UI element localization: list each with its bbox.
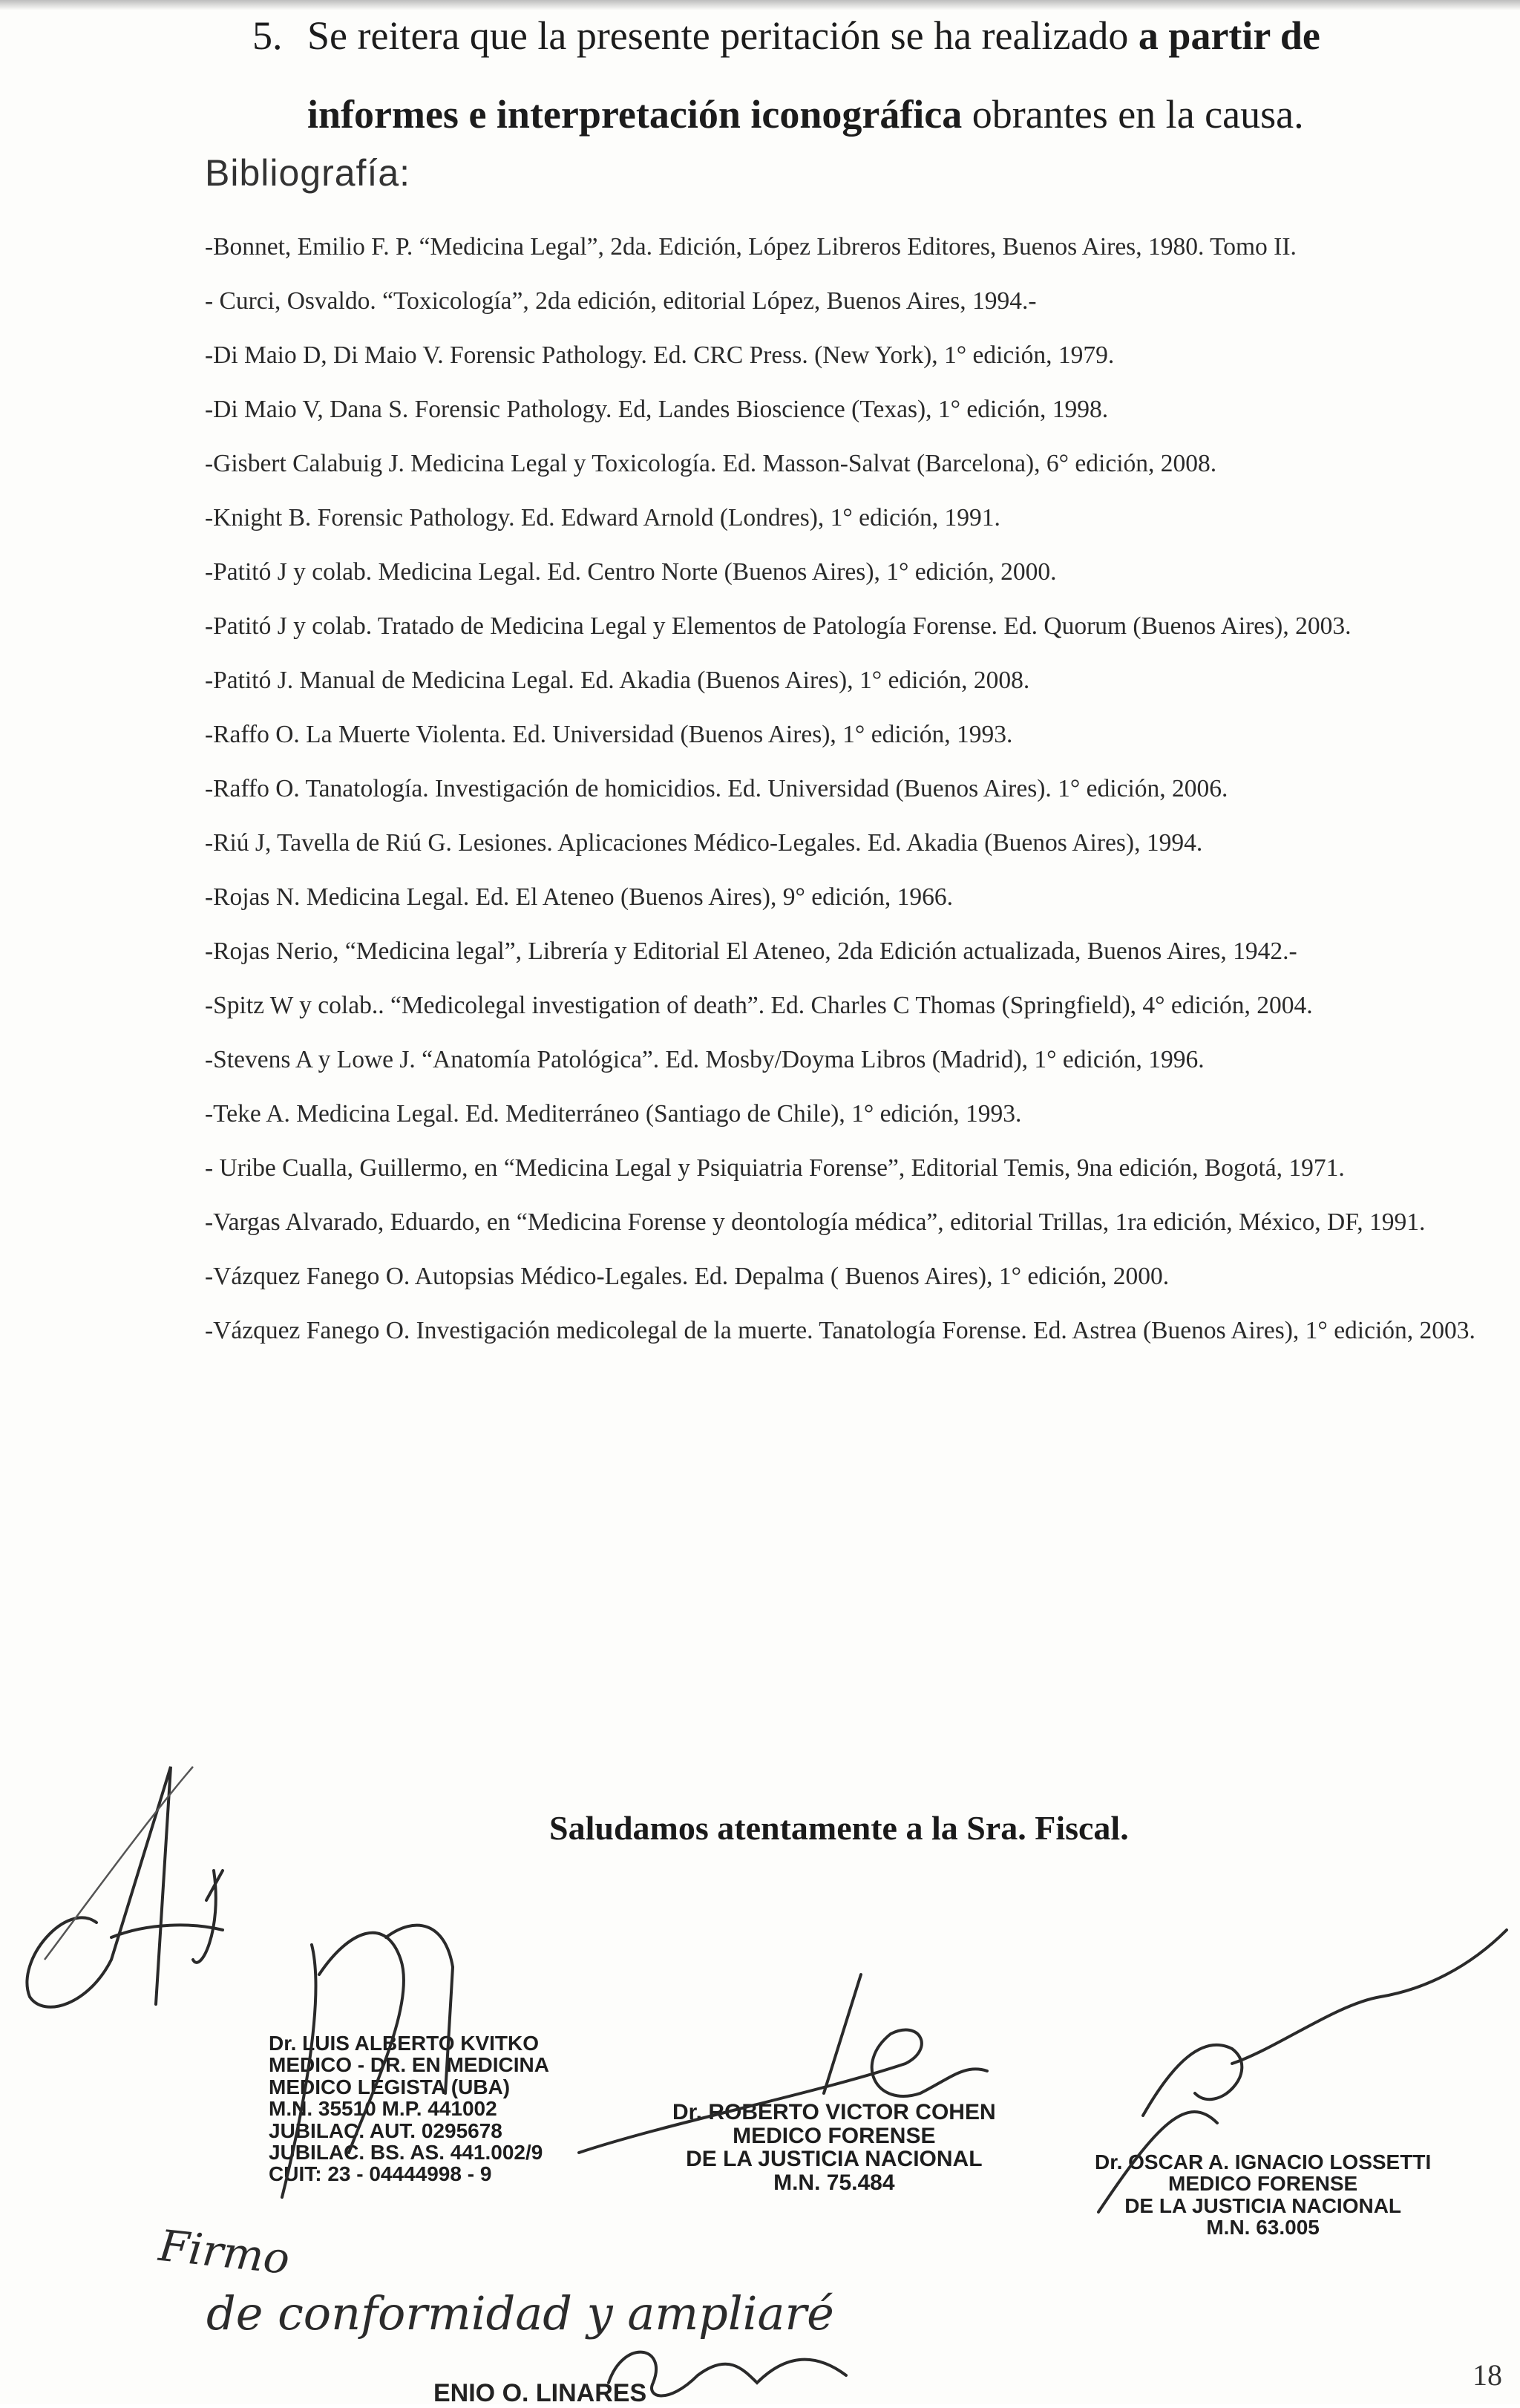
initials-signature: [27, 1767, 223, 2007]
reference-item: -Stevens A y Lowe J. “Anatomía Patológica”. Ed. Mosby/Doyma Libros (Madrid), 1° edición, 1996.: [205, 1046, 1205, 1073]
stamp-line: DE LA JUSTICIA NACIONAL: [1124, 2193, 1402, 2217]
stamp-line: CUIT: 23 - 04444998 - 9: [269, 2162, 492, 2186]
stamp-line: M.N. 35510 M.P. 441002: [269, 2097, 497, 2121]
bibliography-heading: Bibliografía:: [205, 152, 411, 194]
reference-item: -Knight B. Forensic Pathology. Ed. Edward Arnold (Londres), 1° edición, 1991.: [205, 504, 1000, 531]
stamp-line: JUBILAC. BS. AS. 441.002/9: [269, 2140, 543, 2164]
reference-item: -Vargas Alvarado, Eduardo, en “Medicina Forense y deontología médica”, editorial Trillas, 1ra edición, México, DF, 1991.: [205, 1208, 1426, 1236]
stamp-line: DE LA JUSTICIA NACIONAL: [686, 2147, 983, 2171]
item-5-line-1-bold: a partir de: [1138, 13, 1320, 58]
stamp-line: MEDICO FORENSE: [1168, 2172, 1358, 2196]
reference-item: -Raffo O. Tanatología. Investigación de homicidios. Ed. Universidad (Buenos Aires). 1° edición, 2006.: [205, 775, 1228, 802]
stamp-line: MEDICO - DR. EN MEDICINA: [269, 2053, 549, 2077]
reference-item: - Curci, Osvaldo. “Toxicología”, 2da edición, editorial López, Buenos Aires, 1994.-: [205, 287, 1037, 315]
item-5-line-2-text: obrantes en la causa.: [962, 92, 1304, 137]
stamp-line: MEDICO LEGISTA (UBA): [269, 2075, 511, 2098]
reference-item: -Teke A. Medicina Legal. Ed. Mediterráneo (Santiago de Chile), 1° edición, 1993.: [205, 1100, 1022, 1128]
reference-item: -Bonnet, Emilio F. P. “Medicina Legal”, 2da. Edición, López Libreros Editores, Buenos Aires, 1980. Tomo II.: [205, 233, 1297, 261]
reference-item: - Uribe Cualla, Guillermo, en “Medicina Legal y Psiquiatria Forense”, Editorial Temis, 9na edición, Bogotá, 1971.: [205, 1154, 1345, 1182]
reference-item: -Gisbert Calabuig J. Medicina Legal y Toxicología. Ed. Masson-Salvat (Barcelona), 6° edición, 2008.: [205, 450, 1217, 477]
stamp-line: JUBILAC. AUT. 0295678: [269, 2119, 502, 2142]
reference-item: -Raffo O. La Muerte Violenta. Ed. Universidad (Buenos Aires), 1° edición, 1993.: [205, 721, 1013, 748]
stamp-line: MEDICO FORENSE: [733, 2123, 936, 2148]
stamp-lossetti: [1095, 2151, 1431, 2239]
reference-item: -Patitó J y colab. Medicina Legal. Ed. Centro Norte (Buenos Aires), 1° edición, 2000.: [205, 558, 1057, 586]
item-5-line-1: [307, 9, 1320, 62]
item-5-line-1-text: Se reitera que la presente peritación se ha realizado: [307, 13, 1139, 58]
handwriting-conformidad: de conformidad y ampliaré: [206, 2286, 834, 2340]
item-number: 5.: [252, 13, 283, 58]
reference-item: -Di Maio V, Dana S. Forensic Pathology. Ed, Landes Bioscience (Texas), 1° edición, 1998.: [205, 396, 1109, 423]
reference-item: -Patitó J. Manual de Medicina Legal. Ed. Akadia (Buenos Aires), 1° edición, 2008.: [205, 667, 1030, 694]
reference-item: -Di Maio D, Di Maio V. Forensic Pathology. Ed. CRC Press. (New York), 1° edición, 1979.: [205, 341, 1115, 369]
reference-item: -Vázquez Fanego O. Investigación medicolegal de la muerte. Tanatología Forense. Ed. Astrea (Buenos Aires), 1° edición, 2003.: [205, 1317, 1475, 1344]
stamp-line: Dr. ROBERTO VICTOR COHEN: [672, 2100, 996, 2124]
footer-name: ENIO O. LINARES: [433, 2379, 647, 2407]
reference-item: -Vázquez Fanego O. Autopsias Médico-Legales. Ed. Depalma ( Buenos Aires), 1° edición, 2000.: [205, 1263, 1170, 1290]
stamp-line: M.N. 75.484: [773, 2170, 895, 2195]
stamp-cohen: [672, 2101, 996, 2194]
stamp-line: M.N. 63.005: [1206, 2216, 1320, 2239]
reference-item: -Patitó J y colab. Tratado de Medicina Legal y Elementos de Patología Forense. Ed. Quorum (Buenos Aires), 2003.: [205, 612, 1352, 640]
reference-item: -Riú J, Tavella de Riú G. Lesiones. Aplicaciones Médico-Legales. Ed. Akadia (Buenos Aires), 1994.: [205, 829, 1203, 857]
page-number: 18: [1472, 2358, 1502, 2392]
handwriting-firmo: Firmo: [156, 2219, 292, 2285]
closing-salutation: Saludamos atentamente a la Sra. Fiscal.: [549, 1809, 1129, 1847]
stamp-line: Dr. OSCAR A. IGNACIO LOSSETTI: [1095, 2150, 1432, 2173]
reference-item: -Spitz W y colab.. “Medicolegal investigation of death”. Ed. Charles C Thomas (Springfield), 4° edición, 2004.: [205, 992, 1313, 1019]
stamp-kvitko: [269, 2032, 549, 2185]
item-5-line-2: [307, 88, 1304, 141]
stamp-line: Dr. LUIS ALBERTO KVITKO: [269, 2032, 540, 2055]
reference-item: -Rojas N. Medicina Legal. Ed. El Ateneo (Buenos Aires), 9° edición, 1966.: [205, 883, 953, 911]
reference-item: -Rojas Nerio, “Medicina legal”, Librería y Editorial El Ateneo, 2da Edición actualizada, Buenos Aires, 1942.-: [205, 938, 1297, 965]
item-5-line-2-bold: informes e interpretación iconográfica: [307, 92, 963, 137]
reference-list: [205, 220, 1504, 1358]
slash-line: [45, 1767, 193, 1960]
